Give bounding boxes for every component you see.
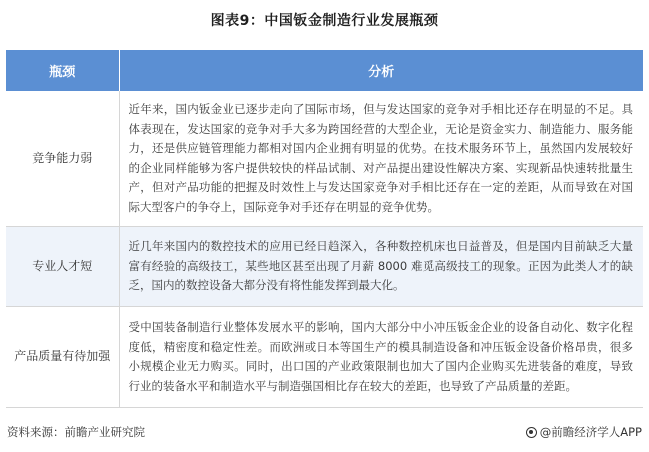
bottleneck-cell: 专业人才短 xyxy=(6,227,119,307)
analysis-cell: 近几年来国内的数控技术的应用已经日趋深入，各种数控机床也日益普及，但是国内目前缺乏大量富有经验的高级技工，某些地区甚至出现了月薪 8000 难觅高级技工的现象。正因为此类人才的缺乏，国内的数控设备大都分没有将性能发挥到最大化。 xyxy=(119,227,643,307)
table-row xyxy=(6,91,643,227)
table-row xyxy=(6,307,643,408)
header-bottleneck: 瓶颈 xyxy=(6,50,119,91)
table-row xyxy=(6,227,643,307)
table-header-row xyxy=(6,50,643,91)
analysis-cell: 受中国装备制造行业整体发展水平的影响，国内大部分中小冲压钣金企业的设备自动化、数字化程度低，精密度和稳定性差。而欧洲或日本等国生产的模具制造设备和冲压钣金设备价格昂贵，很多小规模企业无力购买。同时，出口国的产业政策限制也加大了国内企业购买先进装备的难度，导致行业的装备水平和制造水平与制造强国相比存在较大的差距，也导致了产品质量的差距。 xyxy=(119,307,643,408)
bottleneck-cell: 竞争能力弱 xyxy=(6,91,119,227)
figure-title: 图表9：中国钣金制造行业发展瓶颈 xyxy=(210,13,439,29)
bottleneck-cell: 产品质量有待加强 xyxy=(6,307,119,408)
analysis-cell: 近年来，国内钣金业已逐步走向了国际市场，但与发达国家的竞争对手相比还存在明显的不足。具体表现在，发达国家的竞争对手大多为跨国经营的大型企业，无论是资金实力、制造能力、服务能力，还是供应链管理能力都相对国内企业拥有明显的优势。在技术服务环节上，虽然国内发展较好的企业同样能够为客户提供较快的样品试制、对产品提出建设性解决方案、实现新品快速转批量生产，但对产品功能的把握及时效性上与发达国家竞争对手相比还存在一定的差距，从而导致在对国际大型客户的争夺上，国际竞争对手还存在明显的竞争优势。 xyxy=(119,91,643,227)
header-analysis: 分析 xyxy=(119,50,643,91)
brand-logo-icon xyxy=(526,427,537,438)
brand-label: @前瞻经济学人APP xyxy=(539,425,642,439)
source-note: 资料来源：前瞻产业研究院 xyxy=(7,425,145,439)
brand-credit xyxy=(526,424,642,440)
bottleneck-table xyxy=(6,50,643,408)
